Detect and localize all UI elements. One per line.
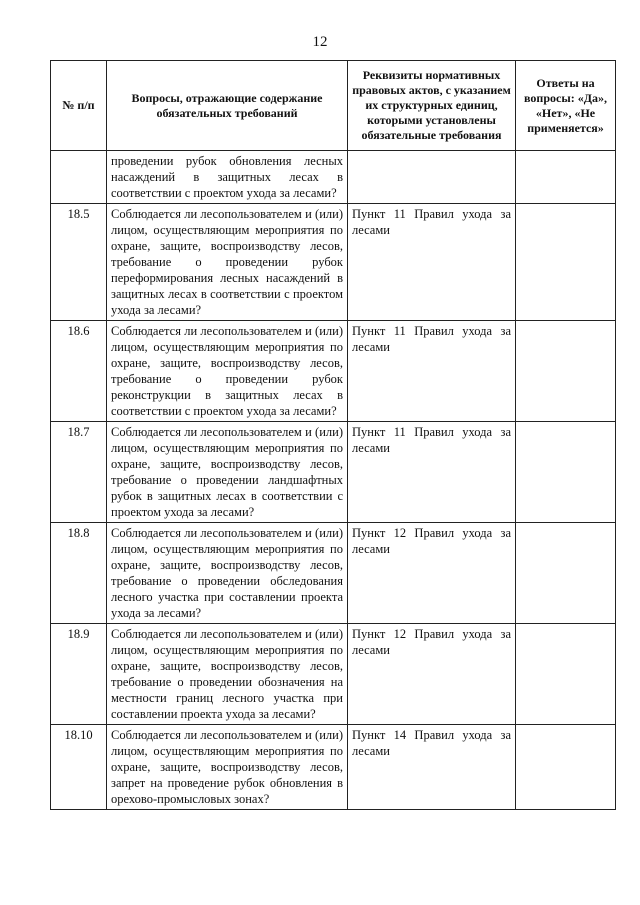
header-question: Вопросы, отражающие содержание обязательных требований <box>107 61 348 151</box>
answer-cell[interactable] <box>516 523 616 624</box>
table-row <box>51 422 616 523</box>
question-cell: Соблюдается ли лесопользователем и (или) лицом, осуществляющим мероприятия по охране, защите, воспроизводству лесов, требование о проведении обследования лесного участка при составлении проекта ухода за лесами? <box>107 523 348 624</box>
question-cell: проведении рубок обновления лесных насаждений в защитных лесах в соответствии с проектом ухода за лесами? <box>107 151 348 204</box>
table-row-continuation <box>51 151 616 204</box>
answer-cell[interactable] <box>516 624 616 725</box>
reference-cell: Пункт 12 Правил ухода за лесами <box>348 624 516 725</box>
answer-cell[interactable] <box>516 725 616 810</box>
answer-cell[interactable] <box>516 422 616 523</box>
answer-cell[interactable] <box>516 204 616 321</box>
table-row <box>51 204 616 321</box>
row-num-cell: 18.6 <box>51 321 107 422</box>
row-num-cell: 18.10 <box>51 725 107 810</box>
row-num-cell: 18.8 <box>51 523 107 624</box>
row-num-cell <box>51 151 107 204</box>
row-num-cell: 18.7 <box>51 422 107 523</box>
requirements-table <box>50 60 616 810</box>
table-row <box>51 523 616 624</box>
table-row <box>51 624 616 725</box>
row-num-cell: 18.5 <box>51 204 107 321</box>
reference-cell: Пункт 11 Правил ухода за лесами <box>348 321 516 422</box>
row-num-cell: 18.9 <box>51 624 107 725</box>
question-cell: Соблюдается ли лесопользователем и (или) лицом, осуществляющим мероприятия по охране, защите, воспроизводству лесов, требование о проведении ландшафтных рубок в защитных лесах в соответствии с проектом ухода за лесами? <box>107 422 348 523</box>
question-cell: Соблюдается ли лесопользователем и (или) лицом, осуществляющим мероприятия по охране, защите, воспроизводству лесов, запрет на проведение рубок обновления в орехово-промысловых зонах? <box>107 725 348 810</box>
question-cell: Соблюдается ли лесопользователем и (или) лицом, осуществляющим мероприятия по охране, защите, воспроизводству лесов, требование о проведении рубок реконструкции в защитных лесах в соответствии с проектом ухода за лесами? <box>107 321 348 422</box>
reference-cell: Пункт 11 Правил ухода за лесами <box>348 422 516 523</box>
page-number: 12 <box>312 34 328 50</box>
table-row <box>51 725 616 810</box>
reference-cell: Пункт 11 Правил ухода за лесами <box>348 204 516 321</box>
answer-cell[interactable] <box>516 321 616 422</box>
question-cell: Соблюдается ли лесопользователем и (или) лицом, осуществляющим мероприятия по охране, защите, воспроизводству лесов, требование о проведении рубок переформирования лесных насаждений в защитных лесах в соответствии с проектом ухода за лесами? <box>107 204 348 321</box>
reference-cell: Пункт 12 Правил ухода за лесами <box>348 523 516 624</box>
header-num: № п/п <box>51 61 107 151</box>
header-requisites: Реквизиты нормативных правовых актов, с указанием их структурных единиц, которыми установлены обязательные требования <box>348 61 516 151</box>
table-row <box>51 321 616 422</box>
table-header-row <box>51 61 616 151</box>
reference-cell: Пункт 14 Правил ухода за лесами <box>348 725 516 810</box>
question-cell: Соблюдается ли лесопользователем и (или) лицом, осуществляющим мероприятия по охране, защите, воспроизводству лесов, требование о проведении обозначения на местности границ лесного участка при составлении проекта ухода за лесами? <box>107 624 348 725</box>
header-answers: Ответы на вопросы: «Да», «Нет», «Не применяется» <box>516 61 616 151</box>
answer-cell[interactable] <box>516 151 616 204</box>
reference-cell <box>348 151 516 204</box>
